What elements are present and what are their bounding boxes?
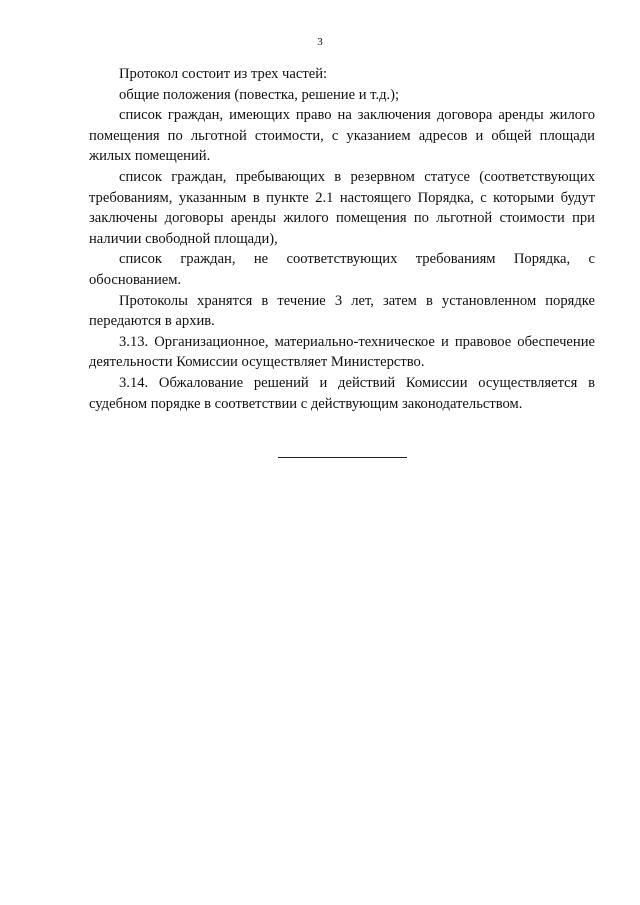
end-separator-line [278, 457, 407, 458]
page-number: 3 [317, 36, 323, 48]
paragraph-eligible-citizens-list: список граждан, имеющих право на заключения договора аренды жилого помещения по льготной стоимости, с указанием адресов и общей площади жилых помещений. [89, 107, 595, 165]
paragraph-protocol-parts: Протокол состоит из трех частей: [119, 66, 328, 82]
paragraph-protocol-storage: Протоколы хранятся в течение 3 лет, затем в установленном порядке передаются в архив. [89, 292, 595, 330]
document-body [89, 64, 595, 414]
paragraph-3-14: 3.14. Обжалование решений и действий Комиссии осуществляется в судебном порядке в соответствии с действующим законодательством. [89, 374, 595, 412]
paragraph-general-provisions: общие положения (повестка, решение и т.д.); [119, 86, 400, 103]
paragraph-3-13: 3.13. Организационное, материально-техническое и правовое обеспечение деятельности Комиссии осуществляет Министерство. [89, 333, 595, 371]
paragraph-reserve-status-list: список граждан, пребывающих в резервном статусе (соответствующих требованиям, указанным в пункте 2.1 настоящего Порядка, с которыми будут заключены договоры аренды жилого помещения по льготной стоимости при наличии свободной площади), [89, 168, 595, 247]
paragraph-non-compliant-list: список граждан, не соответствующих требованиям Порядка, с обоснованием. [89, 251, 595, 288]
